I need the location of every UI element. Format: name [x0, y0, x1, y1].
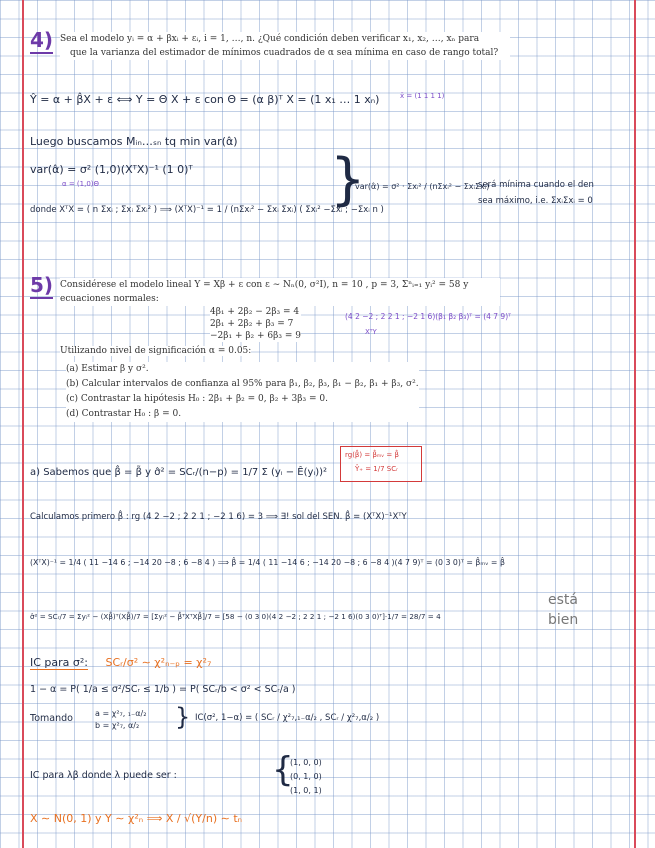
ex4-conclusion-1: será mínima cuando el den [478, 180, 594, 190]
item-b: (b) Calcular intervalos de confianza al 95% para β₁, β₂, β₃, β₁ − β₂, β₁ + β₃, σ². [66, 379, 419, 389]
lambda-option-2: (0, 1, 0) [290, 772, 322, 781]
ex4-conclusion-2: sea máximo, i.e. ΣxᵢΣxᵢ = 0 [478, 196, 593, 206]
ex4-right-brace: } [330, 147, 366, 212]
ex4-model-line: Ŷ = α + β̂X + ε ⟺ Y = Θ X + ε con Θ = (α β)ᵀ X = (1 x₁ … 1 xₙ) [30, 93, 380, 106]
solution-a-inverse: (XᵀX)⁻¹ = 1/4 ( 11 −14 6 ; −14 20 −8 ; 6 −8 4 ) ⟹ β̂ = 1/4 ( 11 −14 6 ; −14 20 −8 ; 6 −8 4 )(4 7 9)ᵀ = (0 3 0)ᵀ = β̂ₘᵥ = β̂ [30, 558, 505, 567]
exercise-4-statement [60, 32, 510, 60]
side-check-2: bien [548, 612, 579, 628]
quantile-b: b = χ²₇, α/₂ [95, 721, 140, 730]
exercise-4-line-2: que la varianza del estimador de mínimos cuadrados de α sea mínima en caso de rango total? [70, 48, 499, 58]
margin-line-right [634, 0, 636, 848]
solution-a-sigma-side [548, 590, 578, 630]
quantile-a: a = χ²₇, ₁₋α/₂ [95, 709, 147, 718]
ic-lambda-line: IC para λβ donde λ puede ser : [30, 770, 177, 781]
t-distribution-line: X ∼ N(0, 1) y Y ∼ χ²ₙ ⟹ X / √(Y/n) ∼ tₙ [30, 812, 243, 825]
ic-sigma-title [30, 656, 211, 670]
lambda-options-brace: { [272, 750, 294, 790]
margin-line-left [22, 0, 24, 848]
item-a: (a) Estimar β y σ². [66, 364, 149, 374]
exercise-5-intro-1: Considérese el modelo lineal Y = Xβ + ε con ε ∼ Nₙ(0, σ²I), n = 10 , p = 3, Σⁿᵢ₌₁ yᵢ² = 58 y [60, 280, 469, 290]
solution-a-intro: a) Sabemos que β̂ = β̃ y σ̂² = SCᵣ/(n−p) = 1/7 Σ (yᵢ − Ê(yᵢ))² [30, 467, 328, 478]
solution-a-sigma: σ̂² = SCᵣ/7 = Σyᵢ² − (Xβ̂)ᵀ(Xβ̂)/7 = [Σyᵢ² − β̂ᵀXᵀXβ̂]/7 = [58 − (0 3 0)(4 2 −2 ; 2 2 1 ; −2 1 6)(0 3 0)ᵀ]·1/7 = 28/7 = 4 [30, 612, 441, 621]
solution-a-rank: Calculamos primero β̂ : rg (4 2 −2 ; 2 2 1 ; −2 1 6) = 3 ⟹ ∃! sol del SEN. β̂ = (XᵀX)⁻¹XᵀY [30, 512, 407, 522]
ex4-search-line: Luego buscamos Mᵢₙ…ₛₙ tq min var(α̂) [30, 135, 238, 148]
ic-sigma-title-text: IC para σ²: [30, 656, 88, 669]
normal-equations [210, 306, 301, 342]
lambda-option-3: (1, 0, 1) [290, 786, 322, 795]
normal-equations-matrix-form: (4 2 −2 ; 2 2 1 ; −2 1 6)(β₁ β₂ β₃)ᵀ = (4 7 9)ᵀ [345, 312, 512, 321]
ic-sigma-quantiles [95, 708, 146, 732]
ex4-variance-note: α = (1,0)Θ [62, 180, 100, 188]
exercise-4-line-1: Sea el modelo yᵢ = α + βxᵢ + εᵢ, i = 1, …, n. ¿Qué condición deben verificar x₁, x₂, …, xₙ para [60, 34, 480, 44]
ex4-variance-result: var(α̂) = σ² · Σxᵢ² / (nΣxᵢ² − ΣxᵢΣxᵢ) [355, 182, 490, 191]
ic-sigma-result: IC(σ², 1−α) = ( SCᵣ / χ²₇,₁₋α/₂ , SCᵣ / χ²₇,α/₂ ) [195, 713, 380, 723]
exercise-5-items [66, 362, 419, 422]
exercise-5-number: 5) [30, 273, 54, 297]
exercise-5-intro-2: ecuaciones normales: [60, 294, 159, 304]
ex4-model-aside: x̄ = (1 1 1 1) [400, 92, 445, 100]
matrix-form-note: XᵀY [365, 328, 377, 336]
estimator-note-box [340, 446, 422, 482]
estimator-note-1: rg(β̂) = β̂ₘᵥ = β̂ [345, 451, 399, 459]
normal-equation-3: −2β₁ + β₂ + 6β₃ = 9 [210, 331, 301, 341]
ic-sigma-probability: 1 − α = P( 1/a ≤ σ²/SCᵣ ≤ 1/b ) = P( SCᵣ/b < σ² < SCᵣ/a ) [30, 684, 296, 695]
ic-sigma-taking: Tomando [30, 713, 73, 724]
normal-equation-1: 4β₁ + 2β₂ − 2β₃ = 4 [210, 307, 300, 317]
ic-sigma-distribution: SCᵣ/σ² ∼ χ²ₙ₋ₚ = χ²₇ [105, 656, 212, 669]
exercise-4-number: 4) [30, 28, 54, 52]
quantiles-brace: } [175, 703, 191, 731]
side-check-1: está [548, 592, 578, 608]
ex4-where-line: donde XᵀX = ( n Σxᵢ ; Σxᵢ Σxᵢ² ) ⟹ (XᵀX)⁻¹ = 1 / (nΣxᵢ² − Σxᵢ Σxᵢ) ( Σxᵢ² −Σxᵢ ; −Σxᵢ n ) [30, 205, 384, 215]
ex4-variance-line: var(α̂) = σ² (1,0)(XᵀX)⁻¹ (1 0)ᵀ [30, 163, 193, 176]
item-d: (d) Contrastar H₀ : β = 0. [66, 409, 182, 419]
exercise-5-statement [60, 278, 500, 306]
significance-level: Utilizando nivel de significación α = 0.05: [60, 346, 252, 356]
lambda-options [290, 756, 322, 798]
item-c: (c) Contrastar la hipótesis H₀ : 2β₁ + β₂ = 0, β₂ + 3β₃ = 0. [66, 394, 328, 404]
lambda-option-1: (1, 0, 0) [290, 758, 322, 767]
estimator-note-2: Ŷ₊ = 1/7 SCᵣ [355, 465, 398, 473]
normal-equation-2: 2β₁ + 2β₂ + β₃ = 7 [210, 319, 294, 329]
